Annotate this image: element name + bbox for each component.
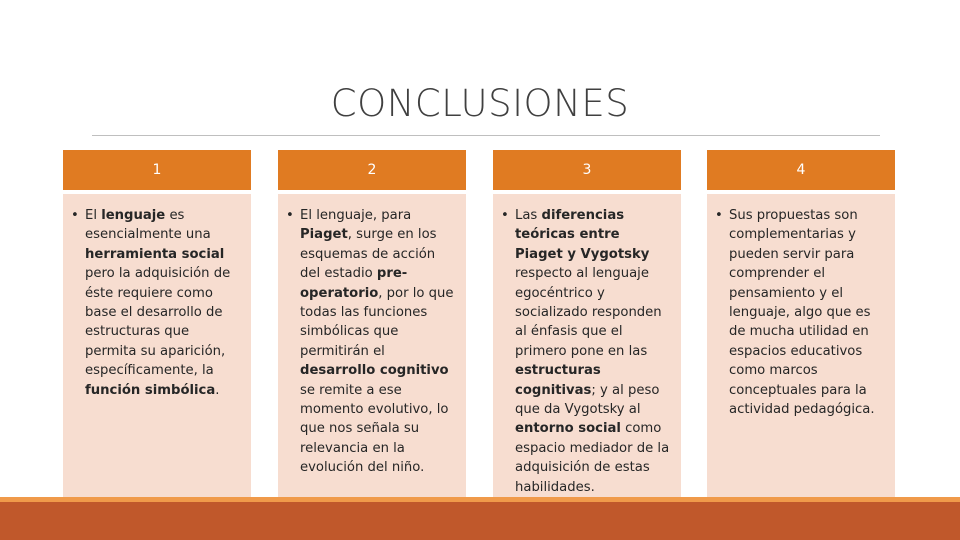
column-text-3	[501, 206, 671, 497]
bold-text-segment: Piaget	[300, 227, 348, 243]
title-divider	[92, 135, 880, 136]
bold-text-segment: desarrollo cognitivo	[300, 363, 449, 379]
column-text-4	[715, 206, 885, 419]
column-body-4	[707, 194, 895, 515]
column-body-3	[493, 194, 681, 515]
footer-bar	[0, 497, 960, 540]
bold-text-segment: diferencias teóricas entre Piaget y Vygotsky	[515, 208, 650, 262]
column-body-2	[278, 194, 466, 515]
bold-text-segment: función simbólica	[85, 382, 216, 398]
text-segment: Las	[515, 208, 542, 223]
text-segment: como espacio mediador de la adquisición de estas habilidades.	[515, 421, 670, 495]
column-header-4	[707, 150, 895, 190]
column-header-3	[493, 150, 681, 190]
bold-text-segment: pre-operatorio	[300, 266, 408, 301]
column-header-1	[63, 150, 251, 190]
column-number-1: 1	[152, 162, 162, 178]
text-segment: Sus propuestas son complementarias y pueden servir para comprender el pensamiento y el lenguaje, algo que es de mucha utilidad en espacios educativos como marcos conceptuales para la actividad pedagógica.	[729, 208, 875, 418]
bullet-icon: •	[71, 208, 79, 223]
bold-text-segment: herramienta social	[85, 246, 225, 262]
text-segment: pero la adquisición de éste requiere como base el desarrollo de estructuras que permita su aparición, específicamente, la	[85, 266, 231, 379]
bullet-icon: •	[501, 208, 509, 223]
column-body-1	[63, 194, 251, 515]
column-number-3: 3	[582, 162, 592, 178]
text-segment: respecto al lenguaje egocéntrico y socializado responden al énfasis que el primero pone en las	[515, 266, 662, 359]
column-number-4: 4	[796, 162, 806, 178]
bullet-icon: •	[286, 208, 294, 223]
text-segment: El lenguaje, para	[300, 208, 412, 223]
bold-text-segment: lenguaje	[101, 208, 166, 223]
text-segment: , surge en los esquemas de acción del estadio	[300, 227, 437, 282]
column-number-2: 2	[367, 162, 377, 178]
text-segment: ; y al peso que da Vygotsky al	[515, 382, 660, 418]
column-header-2	[278, 150, 466, 190]
text-segment: .	[215, 382, 220, 398]
column-text-1	[71, 206, 241, 400]
bold-text-segment: entorno social	[515, 421, 621, 437]
footer-stripe	[0, 497, 960, 502]
text-segment: , por lo que todas las funciones simbólicas que permitirán el	[300, 285, 454, 359]
text-segment: se remite a ese momento evolutivo, lo que nos señala su relevancia en la evolución del niño.	[300, 382, 449, 476]
slide-title: CONCLUSIONES	[330, 82, 630, 125]
bullet-icon: •	[715, 208, 723, 223]
bold-text-segment: estructuras cognitivas	[515, 363, 601, 398]
text-segment: es esencialmente una	[85, 208, 211, 243]
text-segment: El	[85, 208, 102, 223]
column-text-2	[286, 206, 456, 478]
